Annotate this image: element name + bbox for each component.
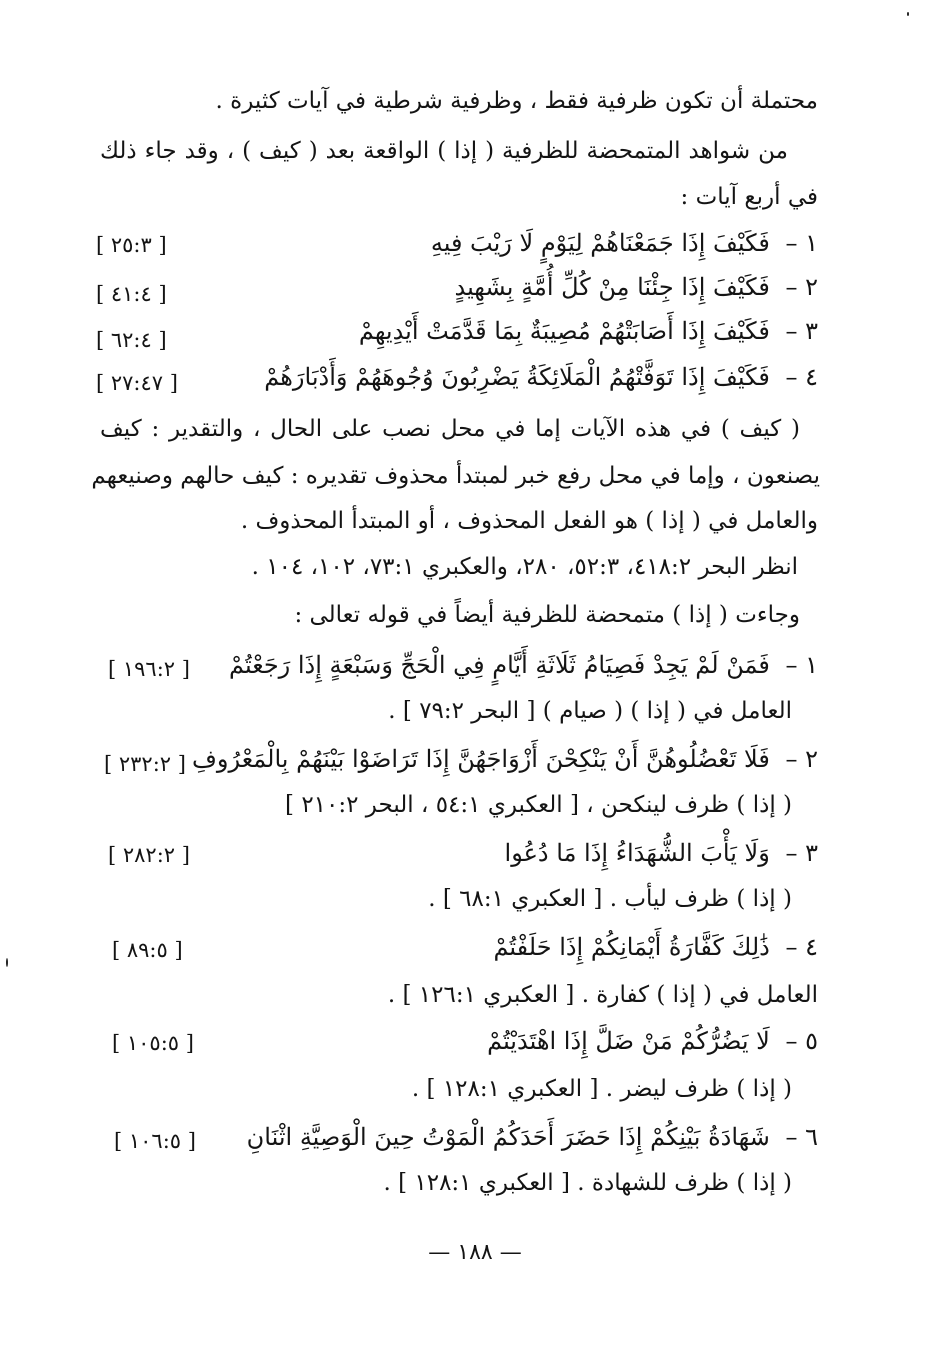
intro-line-1: محتملة أن تكون ظرفية فقط ، وظرفية شرطية في آيات كثيرة . (215, 88, 818, 114)
verse-number: ٣ – (785, 839, 818, 867)
kayfa-verse-2-ref: [ ٤١:٤ ] (96, 282, 167, 306)
verse-number: ٤ – (785, 933, 818, 961)
verse-6 (247, 1122, 818, 1152)
kayfa-verse-3 (359, 316, 818, 346)
kayfa-verse-2 (454, 272, 818, 302)
verse-number: ٢ – (785, 745, 818, 773)
verse-6-note: ( إذا ) ظرف للشهادة . [ العكبري ١٢٨:١ ] . (383, 1170, 792, 1196)
verse-text: فَكَيْفَ إِذَا أَصَابَتْهُمْ مُصِيبَةٌ بِمَا قَدَّمَتْ أَيْدِيهِمْ (358, 317, 770, 345)
verse-1 (229, 650, 818, 680)
verse-number: ٦ – (785, 1123, 818, 1151)
verse-4-note: العامل في ( إذا ) كفارة . [ العكبري ١٢٦:١ ] . (387, 982, 818, 1008)
verse-2 (192, 744, 818, 774)
intro-line-2: من شواهد المتمحضة للظرفية ( إذا ) الواقعة بعد ( كيف ) ، وقد جاء ذلك (100, 138, 788, 164)
verse-1-ref: [ ١٩٦:٢ ] (108, 657, 190, 681)
verse-1-note: العامل في ( إذا ) ( صيام ) [ البحر ٧٩:٢ ] . (388, 698, 792, 724)
scan-speck (6, 958, 8, 967)
verse-number: ٢ – (785, 273, 818, 301)
verse-3-note: ( إذا ) ظرف ليأب . [ العكبري ٦٨:١ ] . (428, 886, 792, 912)
verse-text: فَلَا تَعْضُلُوهُنَّ أَنْ يَنْكِحْنَ أَزْوَاجَهُنَّ إِذَا تَرَاضَوْا بَيْنَهُمْ بِالْمَعْرُوفِ (192, 745, 770, 773)
verse-text: لَا يَضُرُّكُمْ مَنْ ضَلَّ إِذَا اهْتَدَيْتُمْ (487, 1027, 770, 1055)
explanation-line-3: والعامل في ( إذا ) هو الفعل المحذوف ، أو المبتدأ المحذوف . (240, 508, 818, 534)
explanation-line-4: انظر البحر ٤١٨:٢، ٥٢:٣، ٢٨٠، والعكبري ٧٣:١، ١٠٢، ١٠٤ . (251, 554, 798, 580)
explanation-line-1: ( كيف ) في هذه الآيات إما في محل نصب على الحال ، والتقدير : كيف (100, 416, 800, 442)
kayfa-verse-1-ref: [ ٢٥:٣ ] (96, 233, 167, 257)
verse-3 (505, 838, 818, 868)
explanation-line-5: وجاءت ( إذا ) متمحضة للظرفية أيضاً في قوله تعالى : (294, 602, 800, 628)
verse-5-ref: [ ١٠٥:٥ ] (112, 1031, 194, 1055)
verse-text: ذَٰلِكَ كَفَّارَةُ أَيْمَانِكُمْ إِذَا حَلَفْتُمْ (493, 933, 770, 961)
verse-6-ref: [ ١٠٦:٥ ] (114, 1129, 196, 1153)
kayfa-verse-1 (431, 228, 818, 258)
page-number: — ١٨٨ — (428, 1240, 522, 1265)
verse-5-note: ( إذا ) ظرف ليضر . [ العكبري ١٢٨:١ ] . (411, 1076, 792, 1102)
verse-text: فَكَيْفَ إِذَا تَوَفَّتْهُمُ الْمَلَائِكَةُ يَضْرِبُونَ وُجُوهَهُمْ وَأَدْبَارَهُمْ (264, 363, 770, 391)
verse-number: ١ – (785, 229, 818, 257)
scan-speck (907, 12, 909, 16)
verse-number: ٤ – (785, 363, 818, 391)
verse-text: فَكَيْفَ إِذَا جَمَعْنَاهُمْ لِيَوْمٍ لَا رَيْبَ فِيهِ (430, 229, 770, 257)
verse-2-ref: [ ٢٣٢:٢ ] (104, 752, 186, 776)
verse-3-ref: [ ٢٨٢:٢ ] (108, 843, 190, 867)
kayfa-verse-3-ref: [ ٦٢:٤ ] (96, 328, 167, 352)
verse-text: فَكَيْفَ إِذَا جِئْنَا مِنْ كُلِّ أُمَّةٍ بِشَهِيدٍ (454, 273, 770, 301)
verse-number: ٥ – (785, 1027, 818, 1055)
verse-text: وَلَا يَأْبَ الشُّهَدَاءُ إِذَا مَا دُعُوا (504, 839, 770, 867)
verse-text: شَهَادَةُ بَيْنِكُمْ إِذَا حَضَرَ أَحَدَكُمُ الْمَوْتُ حِينَ الْوَصِيَّةِ اثْنَانِ (246, 1123, 770, 1151)
kayfa-verse-4 (264, 362, 818, 392)
verse-number: ١ – (785, 651, 818, 679)
verse-number: ٣ – (785, 317, 818, 345)
verse-2-note: ( إذا ) ظرف لينكحن ، [ العكبري ٥٤:١ ، البحر ٢١٠:٢ ] (285, 792, 792, 818)
kayfa-verse-4-ref: [ ٢٧:٤٧ ] (96, 371, 178, 395)
explanation-line-2: يصنعون ، وإما في محل رفع خبر لمبتدأ محذوف تقديره : كيف حالهم وصنيعهم (91, 463, 820, 489)
verse-4 (493, 932, 818, 962)
intro-line-3: في أربع آيات : (680, 184, 818, 210)
verse-5 (487, 1026, 818, 1056)
verse-text: فَمَنْ لَمْ يَجِدْ فَصِيَامُ ثَلَاثَةِ أَيَّامٍ فِي الْحَجِّ وَسَبْعَةٍ إِذَا رَجَعْتُمْ (229, 651, 770, 679)
verse-4-ref: [ ٨٩:٥ ] (112, 938, 183, 962)
